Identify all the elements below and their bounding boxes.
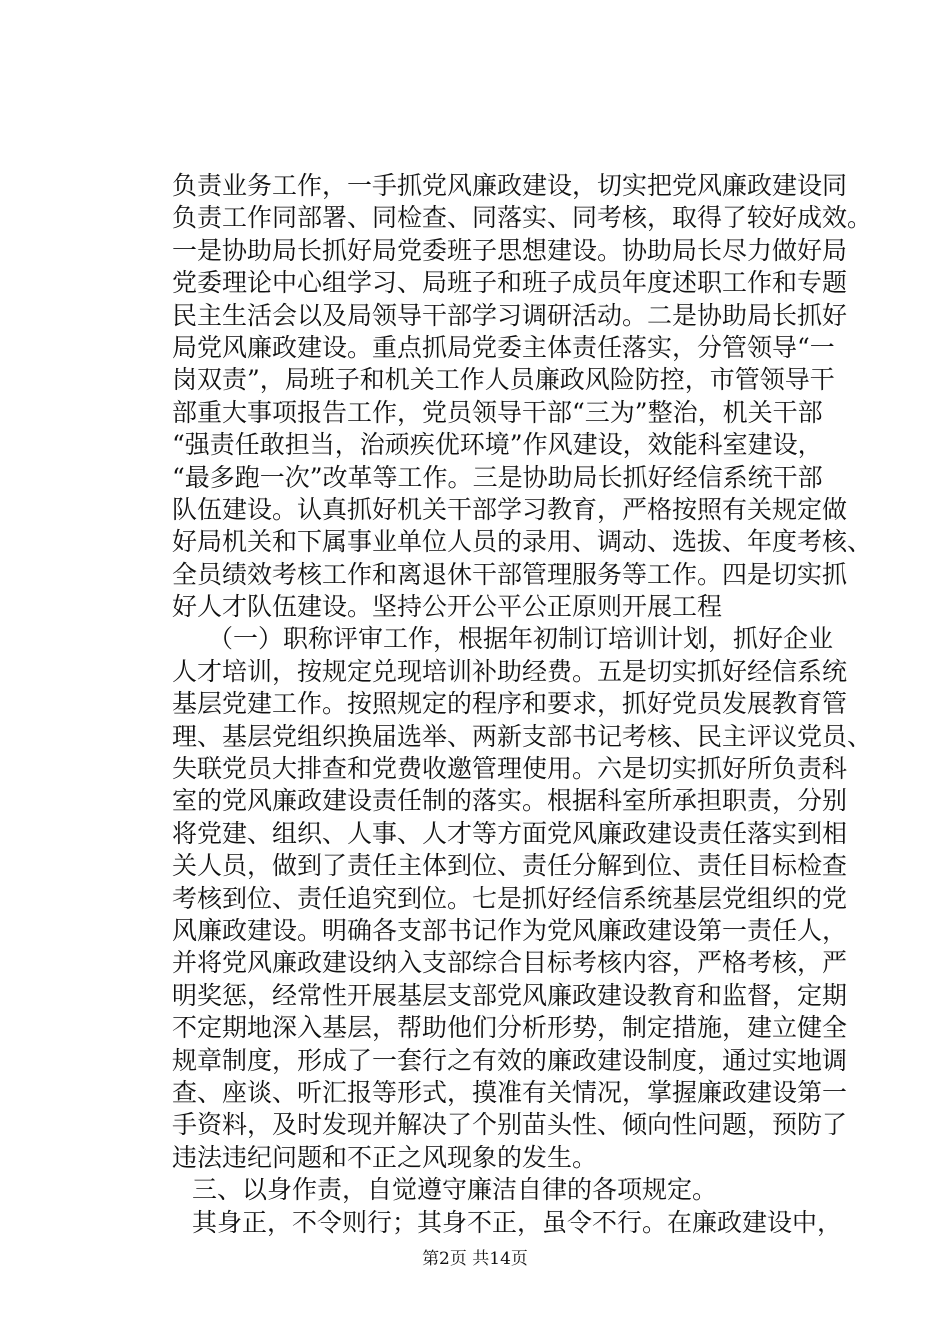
text-line: 负责工作同部署、同检查、同落实、同考核，取得了较好成效。 <box>172 203 873 233</box>
body-text <box>172 170 873 1239</box>
text-line: 查、座谈、听汇报等形式，摸准有关情况，掌握廉政建设第一 <box>172 1077 848 1107</box>
text-line: 风廉政建设。明确各支部书记作为党风廉政建设第一责任人， <box>172 915 848 945</box>
text-line: 明奖惩，经常性开展基层支部党风廉政建设教育和监督，定期 <box>172 980 848 1010</box>
text-line: 人才培训，按规定兑现培训补助经费。五是切实抓好经信系统 <box>172 656 848 686</box>
text-line: 考核到位、责任追究到位。七是抓好经信系统基层党组织的党 <box>172 883 848 913</box>
text-line: 基层党建工作。按照规定的程序和要求，抓好党员发展教育管 <box>172 689 848 719</box>
text-line: 民主生活会以及局领导干部学习调研活动。二是协助局长抓好 <box>172 300 848 330</box>
text-line: 失联党员大排查和党费收邀管理使用。六是切实抓好所负责科 <box>172 754 848 784</box>
text-line: 岗双责”，局班子和机关工作人员廉政风险防控，市管领导干 <box>172 365 835 395</box>
text-line: 部重大事项报告工作，党员领导干部“三为”整治，机关干部 <box>172 397 823 427</box>
text-line: “强责任敢担当，治顽疾优环境”作风建设，效能科室建设， <box>172 430 823 460</box>
text-line: 全员绩效考核工作和离退休干部管理服务等工作。四是切实抓 <box>172 559 848 589</box>
text-line: 将党建、组织、人事、人才等方面党风廉政建设责任落实到相 <box>172 818 848 848</box>
text-line: 其身正，不令则行；其身不正，虽令不行。在廉政建设中， <box>192 1207 843 1237</box>
text-line: 违法违纪问题和不正之风现象的发生。 <box>172 1142 598 1172</box>
text-line: “最多跑一次”改革等工作。三是协助局长抓好经信系统干部 <box>172 462 823 492</box>
text-line: 理、基层党组织换届选举、两新支部书记考核、民主评议党员、 <box>172 721 873 751</box>
text-line: 局党风廉政建设。重点抓局党委主体责任落实，分管领导“一 <box>172 332 835 362</box>
text-line: 好局机关和下属事业单位人员的录用、调动、选拔、年度考核、 <box>172 527 873 557</box>
page-footer: 第2页 共14页 <box>422 1249 528 1269</box>
text-line: 手资料，及时发现并解决了个别苗头性、倾向性问题，预防了 <box>172 1110 848 1140</box>
text-line: 好人才队伍建设。坚持公开公平公正原则开展工程 <box>172 592 723 622</box>
section-heading: 三、以身作责，自觉遵守廉洁自律的各项规定。 <box>192 1175 718 1205</box>
text-line: 负责业务工作，一手抓党风廉政建设，切实把党风廉政建设同 <box>172 171 848 200</box>
text-line: 室的党风廉政建设责任制的落实。根据科室所承担职责，分别 <box>172 786 848 816</box>
text-line: 并将党风廉政建设纳入支部综合目标考核内容，严格考核，严 <box>172 948 848 978</box>
text-line: 规章制度，形成了一套行之有效的廉政建设制度，通过实地调 <box>172 1045 848 1075</box>
text-line: 队伍建设。认真抓好机关干部学习教育，严格按照有关规定做 <box>172 494 848 524</box>
text-line: 关人员，做到了责任主体到位、责任分解到位、责任目标检查 <box>172 851 848 881</box>
text-line: （一）职称评审工作，根据年初制订培训计划，抓好企业 <box>208 624 834 654</box>
text-line: 党委理论中心组学习、局班子和班子成员年度述职工作和专题 <box>172 268 848 298</box>
text-line: 一是协助局长抓好局党委班子思想建设。协助局长尽力做好局 <box>172 235 848 265</box>
text-line: 不定期地深入基层，帮助他们分析形势，制定措施，建立健全 <box>172 1013 848 1043</box>
